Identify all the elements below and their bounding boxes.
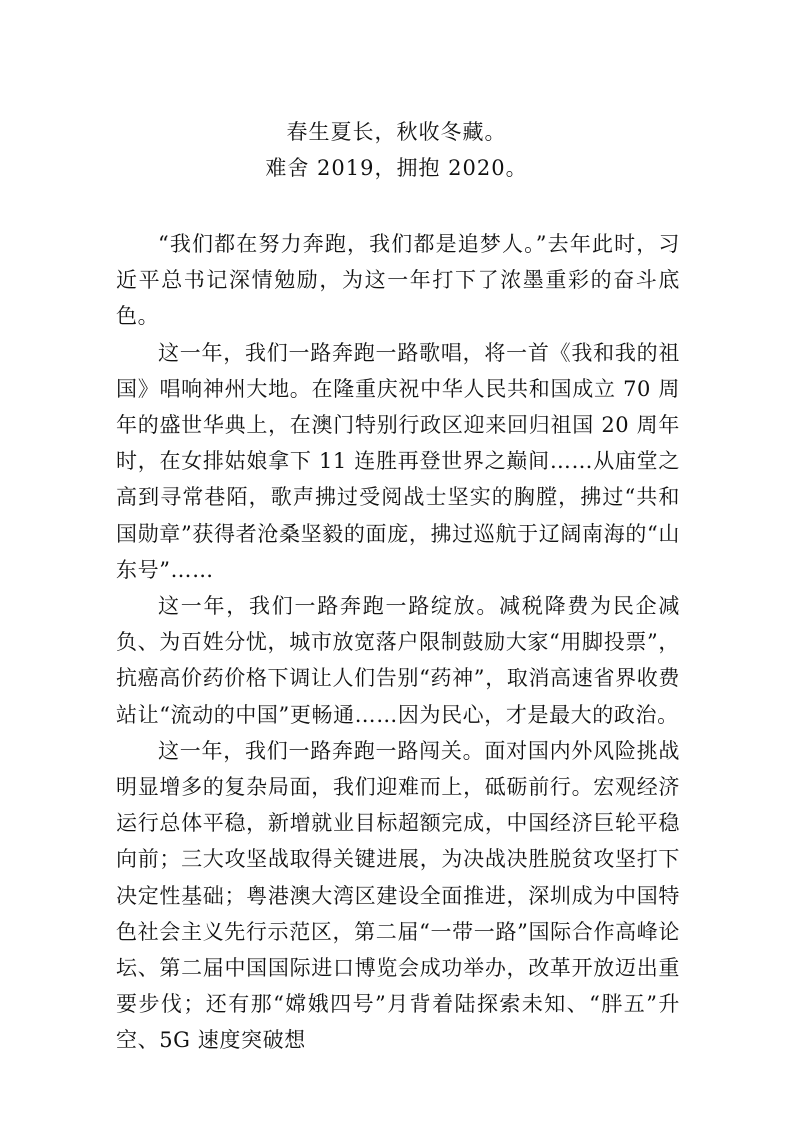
title-line-2: 难舍 2019，拥抱 2020。 <box>265 156 528 180</box>
paragraph-4: 这一年，我们一路奔跑一路闯关。面对国内外风险挑战明显增多的复杂局面，我们迎难而上，砥砺前行。宏观经济运行总体平稳，新增就业目标超额完成，中国经济巨轮平稳向前；三大攻坚战取得关键进展，为决战决胜脱贫攻坚打下决定性基础；粤港澳大湾区建设全面推进，深圳成为中国特色社会主义先行示范区，第二届“一带一路”国际合作高峰论坛、第二届中国国际进口博览会成功举办，改革开放迈出重要步伐；还有那“嫦娥四号”月背着陆探索未知、“胖五”升空、5G 速度突破想 <box>116 738 680 1053</box>
title-line-1: 春生夏长，秋收冬藏。 <box>286 120 507 144</box>
paragraph-1: “我们都在努力奔跑，我们都是追梦人。”去年此时，习近平总书记深情勉励，为这一年打下了浓墨重彩的奋斗底色。 <box>116 232 680 329</box>
paragraph-2: 这一年，我们一路奔跑一路歌唱，将一首《我和我的祖国》唱响神州大地。在隆重庆祝中华人民共和国成立 70 周年的盛世华典上，在澳门特别行政区迎来回归祖国 20 周年时，在女排姑娘拿下 11 连胜再登世界之巅间……从庙堂之高到寻常巷陌，歌声拂过受阅战士坚实的胸膛，拂过“共和国勋章”获得者沧桑坚毅的面庞，拂过巡航于辽阔南海的“山东号”…… <box>116 340 680 582</box>
body-text <box>116 226 680 1059</box>
paragraph-3: 这一年，我们一路奔跑一路绽放。减税降费为民企减负、为百姓分忧，城市放宽落户限制鼓励大家“用脚投票”，抗癌高价药价格下调让人们告别“药神”，取消高速省界收费站让“流动的中国”更畅通……因为民心，才是最大的政治。 <box>116 594 680 727</box>
title-block <box>0 114 793 186</box>
